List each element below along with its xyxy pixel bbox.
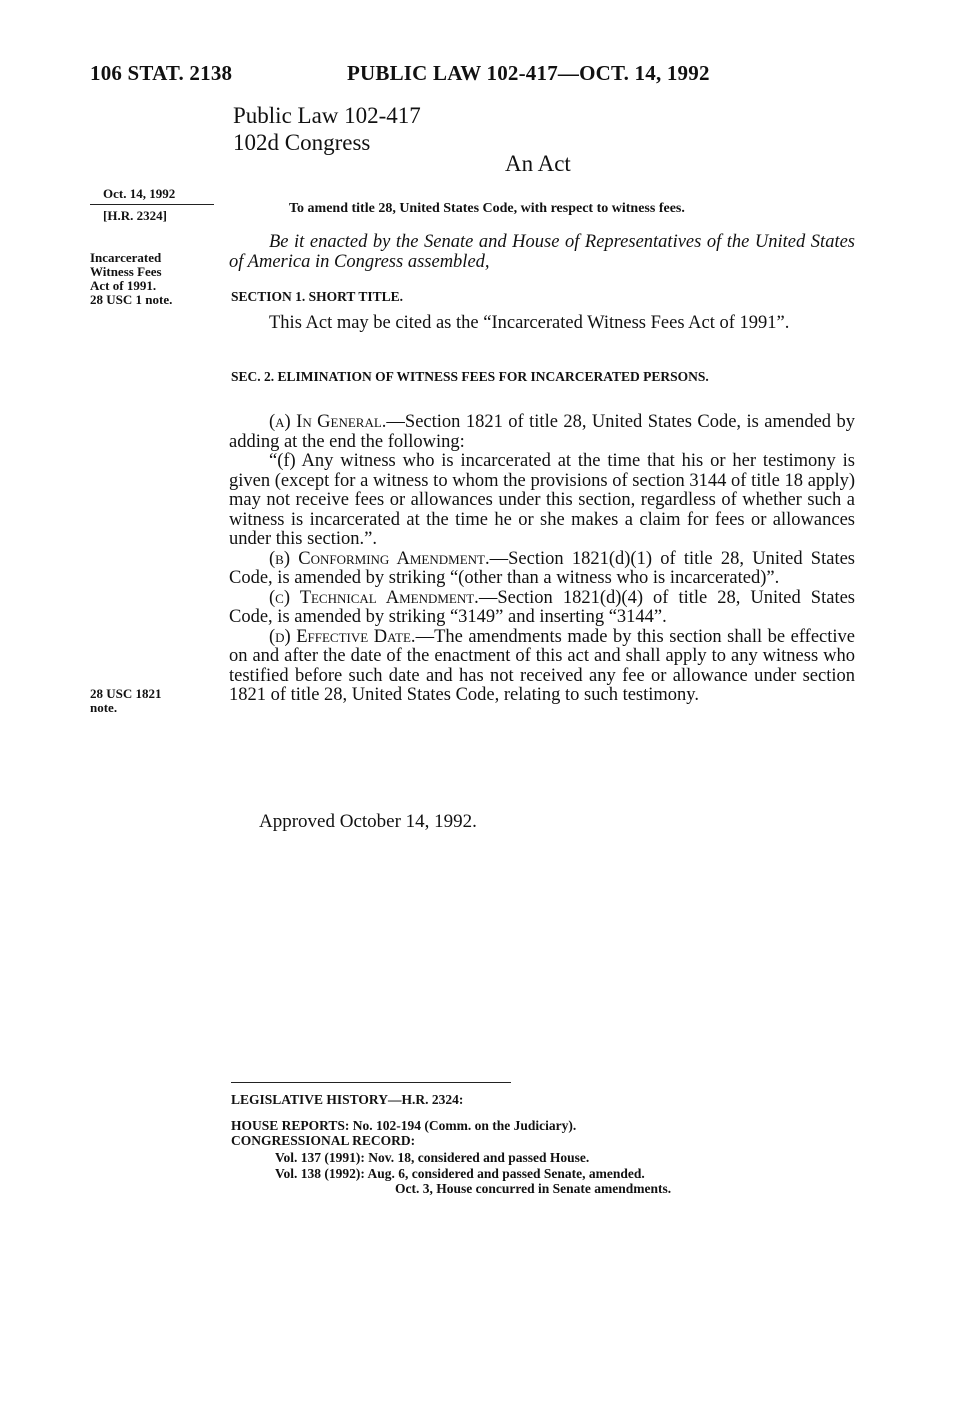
margin-usc-note <box>90 687 162 715</box>
margin-note-line: Act of 1991. <box>90 278 157 293</box>
public-law-number: Public Law 102-417 <box>233 103 421 128</box>
enacting-clause-text: Be it enacted by the Senate and House of Representatives of the United States of America in Congress assembled, <box>229 232 855 272</box>
margin-note-line: 28 USC 1821 <box>90 686 162 701</box>
margin-bill-number: [H.R. 2324] <box>103 208 167 223</box>
record-vol-137: Vol. 137 (1991): Nov. 18, considered and passed House. <box>275 1150 590 1165</box>
record-oct-3: Oct. 3, House concurred in Senate amendments. <box>395 1181 672 1196</box>
act-purpose: To amend title 28, United States Code, with respect to witness fees. <box>289 201 685 216</box>
section-1-heading: SECTION 1. SHORT TITLE. <box>231 289 403 304</box>
subsection-a-label: (a) In General. <box>269 412 387 432</box>
subsection-d-label: (d) Effective Date. <box>269 626 416 647</box>
subsection-f-quote: “(f) Any witness who is incarcerated at the time that his or her testimony is given (except for a witness to whom the provisions of section 3144 of title 18 apply) may not receive fees or allowances under this section, regardless of whether such a witness is incarcerated at the time he or she makes a claim for fees or allowances under this section.”. <box>229 451 855 549</box>
approval-date: Approved October 14, 1992. <box>259 811 477 832</box>
subsection-c-text: —Section 1821(d)(4) of title 28, United States Code, is amended by striking “3149” and inserting “3144”. <box>229 587 855 627</box>
congress-number: 102d Congress <box>233 130 371 155</box>
history-divider <box>231 1082 511 1083</box>
subsection-b <box>229 550 855 589</box>
margin-divider <box>90 204 214 205</box>
margin-note-line: note. <box>90 700 118 715</box>
subsection-a <box>229 413 855 452</box>
margin-note-line: 28 USC 1 note. <box>90 292 173 307</box>
act-heading: An Act <box>505 151 571 176</box>
subsection-d-text: —The amendments made by this section shall be effective on and after the date of the enactment of this act and shall apply to any witness who testified before such date and has not received any fee or allowance under section 1821 of title 28, United States Code, relating to such testimony. <box>229 626 855 705</box>
subsection-c <box>229 589 855 628</box>
legislative-history-heading: LEGISLATIVE HISTORY—H.R. 2324: <box>231 1092 464 1107</box>
subsection-d <box>229 628 855 706</box>
subsection-a-text: —Section 1821 of title 28, United States Code, is amended by adding at the end the following: <box>229 412 855 452</box>
congressional-record-heading: CONGRESSIONAL RECORD: <box>231 1133 416 1148</box>
margin-date: Oct. 14, 1992 <box>103 186 176 201</box>
running-header-law: PUBLIC LAW 102-417—OCT. 14, 1992 <box>347 61 710 85</box>
section-1-text: This Act may be cited as the “Incarcerated Witness Fees Act of 1991”. <box>269 313 790 333</box>
section-2-heading-text: SEC. 2. ELIMINATION OF WITNESS FEES FOR INCARCERATED PERSONS. <box>231 369 709 384</box>
record-vol-138: Vol. 138 (1992): Aug. 6, considered and passed Senate, amended. <box>275 1166 645 1181</box>
subsection-b-text: —Section 1821(d)(1) of title 28, United States Code, is amended by striking “(other than a witness who is incarcerated)”. <box>229 548 855 588</box>
margin-note-line: Witness Fees <box>90 264 162 279</box>
page-stat-number: 106 STAT. 2138 <box>90 61 233 85</box>
house-reports: HOUSE REPORTS: No. 102-194 (Comm. on the Judiciary). <box>231 1118 577 1133</box>
subsection-c-label: (c) Technical Amendment. <box>269 587 479 608</box>
subsection-b-label: (b) Conforming Amendment. <box>269 548 490 569</box>
margin-note-line: Incarcerated <box>90 250 162 265</box>
enacting-clause <box>229 233 855 272</box>
margin-short-title-note <box>90 251 172 307</box>
section-2-heading <box>231 368 857 385</box>
section-2-body <box>229 413 855 706</box>
section-1-body <box>229 314 855 334</box>
